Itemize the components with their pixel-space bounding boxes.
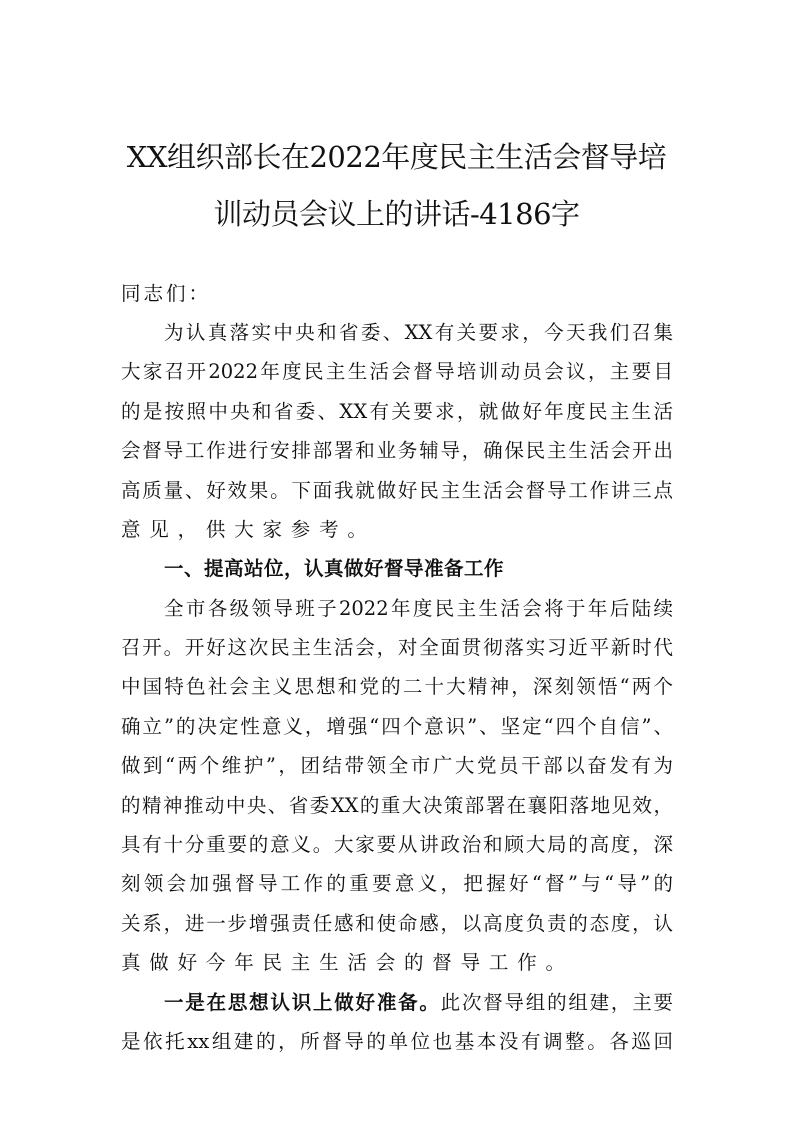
paragraph-1-line: 为认真落实中央和省委、XX有关要求，今天我们召集 <box>164 321 673 344</box>
salutation: 同志们： <box>121 282 212 305</box>
paragraph-2-line: 的精神推动中央、省委XX的重大决策部署在襄阳落地见效， <box>121 794 673 817</box>
paragraph-2-line: 确立”的决定性意义，增强“四个意识”、坚定“四个自信”、 <box>121 715 673 738</box>
paragraph-2-line: 中国特色社会主义思想和党的二十大精神，深刻领悟“两个 <box>121 675 673 698</box>
paragraph-3-first-line-rest: 此次督导组的组建，主要 <box>440 991 673 1014</box>
paragraph-2-line: 真做好今年民主生活会的督导工作。 <box>121 951 574 974</box>
paragraph-3-line: 是依托xx组建的，所督导的单位也基本没有调整。各巡回 <box>121 1030 673 1053</box>
paragraph-1-line: 高质量、好效果。下面我就做好民主生活会督导工作讲三点 <box>121 479 673 502</box>
paragraph-1-line: 意见，供大家参考。 <box>121 518 376 541</box>
paragraph-1-line: 会督导工作进行安排部署和业务辅导，确保民主生活会开出 <box>121 439 673 462</box>
paragraph-2-line: 全市各级领导班子2022年度民主生活会将于年后陆续 <box>164 597 673 620</box>
paragraph-2-line: 做到“两个维护”，团结带领全市广大党员干部以奋发有为 <box>121 754 673 777</box>
document-title-line-2: 训动员会议上的讲话-4186字 <box>213 197 580 231</box>
document-title-line-1: XX组织部长在2022年度民主生活会督导培 <box>126 140 667 174</box>
paragraph-2-line: 刻领会加强督导工作的重要意义，把握好“督”与“导”的 <box>121 872 673 895</box>
paragraph-2-line: 具有十分重要的意义。大家要从讲政治和顾大局的高度，深 <box>121 833 673 856</box>
paragraph-2-line: 召开。开好这次民主生活会，对全面贯彻落实习近平新时代 <box>121 636 673 659</box>
paragraph-1-line: 大家召开2022年度民主生活会督导培训动员会议，主要目 <box>121 360 673 383</box>
paragraph-3-bold-lead: 一是在思想认识上做好准备。 <box>164 991 441 1014</box>
paragraph-1-line: 的是按照中央和省委、XX有关要求，就做好年度民主生活 <box>121 400 673 423</box>
paragraph-2-line: 关系，进一步增强责任感和使命感，以高度负责的态度，认 <box>121 912 673 935</box>
section-heading-1: 一、提高站位，认真做好督导准备工作 <box>164 557 505 580</box>
paragraph-3-first-line <box>164 988 673 1018</box>
